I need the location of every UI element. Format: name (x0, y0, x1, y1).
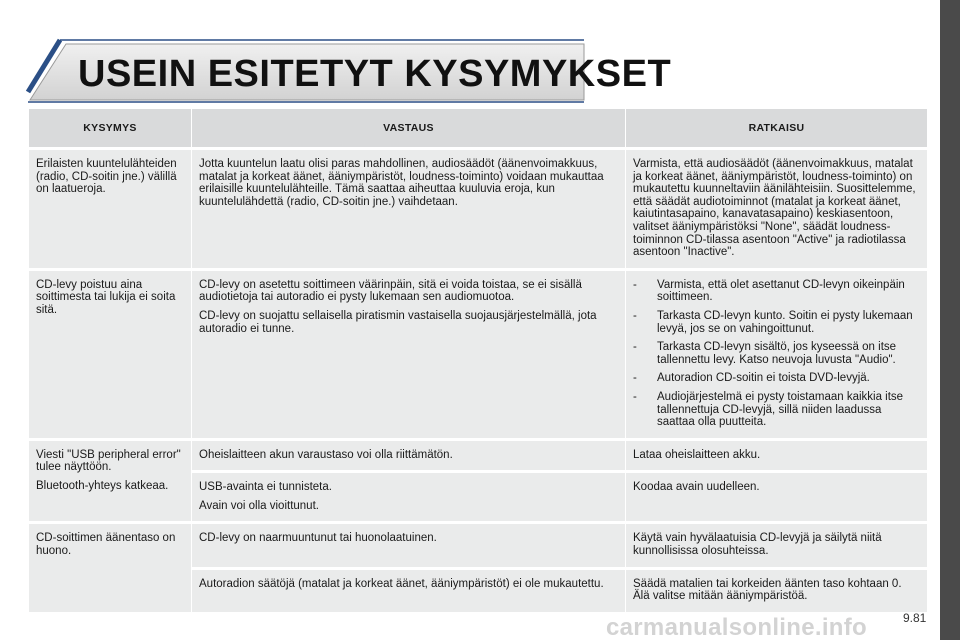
question-text: Viesti "USB peripheral error" tulee näyttöön. (36, 448, 181, 474)
solution-list-item: - Autoradion CD-soitin ei toista DVD-levyjä. (633, 372, 920, 385)
solution-list-item: - Audiojärjestelmä ei pysty toistamaan kaikkia itse tallennettuja CD-levyjä, sillä niiden laadussa saattaa olla puutteita. (633, 391, 920, 429)
question-text: Bluetooth-yhteys katkeaa. (36, 479, 169, 492)
question-text: CD-soittimen äänentaso on huono. (36, 532, 176, 558)
solution-list-item: - Varmista, että olet asettanut CD-levyn oikeinpäin soittimeen. (633, 279, 920, 304)
solution-text: Koodaa avain uudelleen. (633, 481, 760, 494)
solution-text: Lataa oheislaitteen akku. (633, 448, 761, 461)
answer-cell (192, 268, 626, 438)
solution-text: Varmista, että audiosäädöt (äänenvoimakkuus, matalat ja korkeat äänet, ääniympäristöt, loudness-toiminto) on mukautettu kuunneltaviin äänilähteisiin. Suosittelemme, että säädät audiotoiminnot (matalat ja korkeat äänet, kaiutintasapaino, kanavatasapaino) keskiasentoon, valitset ääniympäristöksi "None", säädät loudness-toiminnon CD-tilassa asentoon "Active" ja radiotilassa asentoon "Inactive". (633, 158, 916, 259)
watermark: carmanualsonline.info (606, 614, 868, 641)
answer-text: Jotta kuuntelun laatu olisi paras mahdollinen, audiosäädöt (äänenvoimakkuus, matalat ja korkeat äänet, ääniympäristöt, loudness-toiminto) voidaan mukauttaa erilaisille kuuntelulähteille. Tämä saattaa aiheuttaa kuuluvia eroja, kun kuuntelulähdettä (radio, CD-soitin jne.) vaihdetaan. (199, 158, 604, 208)
faq-table (29, 109, 927, 612)
solution-list-item: - Tarkasta CD-levyn sisältö, jos kyseessä on itse tallennettu levy. Katso neuvoja luvusta "Audio". (633, 341, 920, 366)
solution-cell (626, 521, 927, 566)
answer-cell (192, 567, 626, 612)
right-edge-bar (940, 0, 960, 640)
column-header-question: KYSYMYS (29, 109, 192, 147)
answer-text: Avain voi olla vioittunut. (199, 499, 319, 512)
solution-cell (626, 470, 927, 521)
solution-text: Käytä vain hyvälaatuisia CD-levyjä ja säilytä niitä kunnollisissa olosuhteissa. (633, 532, 882, 558)
solution-text: Säädä matalien tai korkeiden äänten taso kohtaan 0. Älä valitse mitään ääniympäristöä. (633, 577, 902, 603)
page-title: USEIN ESITETYT KYSYMYKSET (78, 53, 672, 95)
answer-text: USB-avainta ei tunnisteta. (199, 481, 332, 494)
table-row (29, 521, 927, 566)
solution-cell (626, 268, 927, 438)
solution-cell (626, 438, 927, 471)
answer-text: CD-levy on suojattu sellaisella piratismin vastaisella suojausjärjestelmällä, jota autoradio ei tunne. (199, 309, 597, 335)
answer-cell (192, 147, 626, 268)
answer-text: CD-levy on asetettu soittimeen väärinpäin, sitä ei voida toistaa, se ei sisällä audiotietoja tai autoradio ei pysty lukemaan sen audiomuotoa. (199, 278, 582, 304)
question-cell (29, 147, 192, 268)
table-header-row (29, 109, 927, 147)
question-text: CD-levy poistuu aina soittimesta tai lukija ei soita sitä. (36, 278, 176, 316)
question-cell (29, 521, 192, 611)
answer-cell (192, 521, 626, 566)
page-number: 9.81 (903, 611, 927, 625)
answer-cell (192, 438, 626, 471)
question-text: Erilaisten kuuntelulähteiden (radio, CD-soitin jne.) välillä on laatueroja. (36, 158, 177, 196)
answer-text: Autoradion säätöjä (matalat ja korkeat äänet, ääniympäristöt) ei ole mukautettu. (199, 577, 604, 590)
table-row (29, 268, 927, 438)
question-cell (29, 268, 192, 438)
solution-cell (626, 567, 927, 612)
table-row (29, 147, 927, 268)
solution-list-item: - Tarkasta CD-levyn kunto. Soitin ei pysty lukemaan levyä, jos se on vahingoittunut. (633, 310, 920, 335)
column-header-solution: RATKAISU (626, 109, 927, 147)
solution-list (633, 279, 920, 429)
solution-cell (626, 147, 927, 268)
answer-text: CD-levy on naarmuuntunut tai huonolaatuinen. (199, 532, 437, 545)
column-header-answer: VASTAUS (192, 109, 626, 147)
question-cell (29, 438, 192, 522)
table-row (29, 438, 927, 471)
answer-text: Oheislaitteen akun varaustaso voi olla riittämätön. (199, 448, 453, 461)
answer-cell (192, 470, 626, 521)
